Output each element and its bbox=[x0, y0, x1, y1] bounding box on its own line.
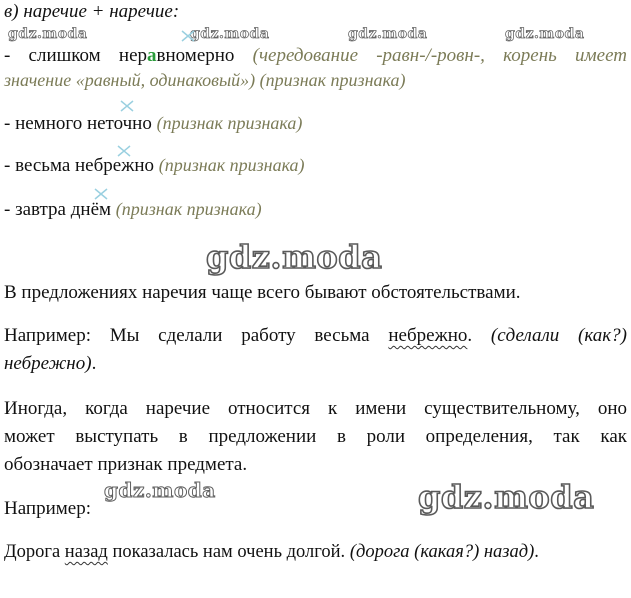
underlined-word: небрежно bbox=[388, 325, 468, 346]
list-item-4 bbox=[4, 197, 627, 222]
item-note: (чередование -равн-/-ровн-, корень имеет bbox=[252, 45, 627, 66]
dash: - bbox=[4, 199, 16, 220]
watermark-medium: gdz.moda bbox=[104, 478, 216, 502]
watermark: gdz.moda bbox=[8, 26, 88, 42]
cross-mark-icon bbox=[180, 30, 196, 42]
watermark: gdz.moda bbox=[190, 26, 270, 42]
item-text: немного неточно bbox=[15, 113, 152, 134]
example-1-line-2 bbox=[4, 352, 627, 376]
dash: - bbox=[4, 113, 16, 134]
item-note-continuation: значение «равный, одинаковый») (признак признака) bbox=[4, 70, 406, 90]
item-note: (признак признака) bbox=[158, 155, 305, 175]
sentence-text: показалась нам очень долгой. bbox=[112, 542, 346, 562]
punctuation: . bbox=[534, 542, 539, 562]
example-note: (сделали (как?) bbox=[490, 325, 628, 346]
sentence-note: (дорога (какая?) назад) bbox=[349, 542, 535, 562]
example-word bbox=[388, 325, 472, 346]
item-word: слишком bbox=[28, 45, 101, 66]
watermark: gdz.moda bbox=[348, 26, 428, 42]
list-item-3 bbox=[4, 153, 627, 178]
word-part: нер bbox=[118, 45, 148, 66]
punctuation: . bbox=[467, 325, 473, 346]
paragraph-2-line-3: обозначает признак предмета. bbox=[4, 454, 248, 475]
sentence-text: Дорога bbox=[4, 542, 61, 562]
paragraph-1: В предложениях наречия чаще всего бывают обстоятельствами. bbox=[4, 282, 521, 303]
example-note: небрежно) bbox=[4, 353, 92, 374]
item-note: (признак признака) bbox=[115, 199, 262, 219]
paragraph-2-line-2: может выступать в предложении в роли определения, так как bbox=[4, 426, 627, 447]
item-word-with-accent bbox=[119, 45, 235, 66]
example-2-sentence bbox=[4, 540, 627, 564]
section-heading bbox=[4, 0, 627, 24]
paragraph-2-line-1: Иногда, когда наречие относится к имени существительному, оно bbox=[4, 398, 627, 419]
watermark-large: gdz.moda bbox=[418, 478, 595, 516]
underlined-word: назад bbox=[64, 542, 108, 562]
example-text: Например: Мы сделали работу весьма bbox=[4, 325, 370, 346]
dash: - bbox=[4, 155, 16, 176]
item-note: (признак признака) bbox=[156, 113, 303, 133]
example-2-label: Например: bbox=[4, 498, 91, 519]
item-text: завтра днём bbox=[15, 199, 112, 220]
dash: - bbox=[4, 45, 29, 66]
example-1-line-1 bbox=[4, 324, 627, 348]
heading-text: в) наречие + наречие: bbox=[4, 1, 180, 22]
watermark-large: gdz.moda bbox=[206, 238, 383, 276]
list-item-1 bbox=[4, 44, 627, 68]
watermark: gdz.moda bbox=[505, 26, 585, 42]
punctuation: . bbox=[91, 353, 97, 374]
accent-letter: а bbox=[147, 45, 157, 66]
list-item-2 bbox=[4, 111, 627, 136]
word-part: вномерно bbox=[156, 45, 235, 66]
item-text: весьма небрежно bbox=[15, 155, 155, 176]
